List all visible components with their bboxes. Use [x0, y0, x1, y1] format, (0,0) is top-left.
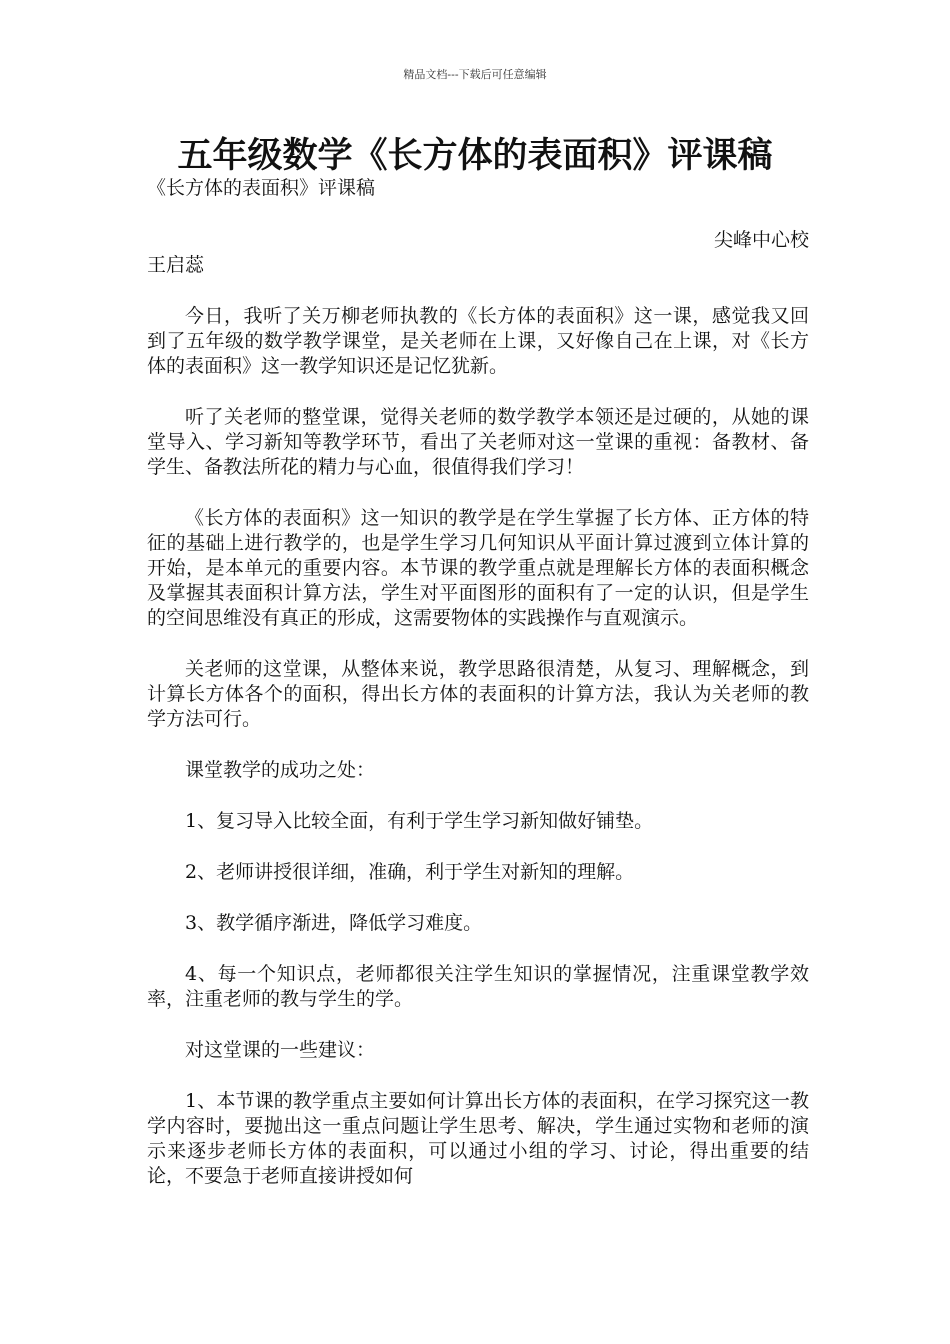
paragraph-overall: 关老师的这堂课，从整体来说，教学思路很清楚，从复习、理解概念，到计算长方体各个的面积，得出长方体的表面积的计算方法，我认为关老师的教学方法可行。 — [147, 658, 809, 730]
strength-item-3: 3、教学循序渐进，降低学习难度。 — [185, 912, 483, 934]
school-name: 尖峰中心校 — [713, 229, 809, 251]
strength-item-1: 1、复习导入比较全面，有利于学生学习新知做好铺垫。 — [185, 810, 654, 832]
strength-item-2: 2、老师讲授很详细，准确，利于学生对新知的理解。 — [185, 861, 635, 883]
paragraph-suggestions-heading: 对这堂课的一些建议： — [185, 1039, 376, 1061]
paragraph-strengths-heading: 课堂教学的成功之处： — [185, 759, 376, 781]
document-title: 五年级数学《长方体的表面积》评课稿 — [177, 135, 773, 176]
header-note: 精品文档---下载后可任意编辑 — [403, 68, 547, 81]
document-subtitle: 《长方体的表面积》评课稿 — [147, 177, 376, 199]
suggestion-item-1: 1、本节课的教学重点主要如何计算出长方体的表面积，在学习探究这一教学内容时，要抛出这一重点问题让学生思考、解决，学生通过实物和老师的演示来逐步老师长方体的表面积，可以通过小组的学习、讨论，得出重要的结论，不要急于老师直接讲授如何 — [147, 1090, 809, 1187]
paragraph-content-analysis: 《长方体的表面积》这一知识的教学是在学生掌握了长方体、正方体的特征的基础上进行教学的，也是学生学习几何知识从平面计算过渡到立体计算的开始，是本单元的重要内容。本节课的教学重点就是理解长方体的表面积概念及掌握其表面积计算方法，学生对平面图形的面积有了一定的认识，但是学生的空间思维没有真正的形成，这需要物体的实践操作与直观演示。 — [147, 507, 809, 629]
document-body — [147, 176, 809, 1189]
author-name: 王启蕊 — [147, 254, 205, 276]
paragraph-impression: 听了关老师的整堂课，觉得关老师的数学教学本领还是过硬的，从她的课堂导入、学习新知等教学环节，看出了关老师对这一堂课的重视：备教材、备学生、备教法所花的精力与心血，很值得我们学习！ — [147, 406, 809, 478]
strength-item-4: 4、每一个知识点，老师都很关注学生知识的掌握情况，注重课堂教学效率，注重老师的教与学生的学。 — [147, 963, 809, 1010]
paragraph-intro: 今日，我听了关万柳老师执教的《长方体的表面积》这一课，感觉我又回到了五年级的数学教学课堂，是关老师在上课，又好像自己在上课，对《长方体的表面积》这一教学知识还是记忆犹新。 — [147, 305, 809, 377]
